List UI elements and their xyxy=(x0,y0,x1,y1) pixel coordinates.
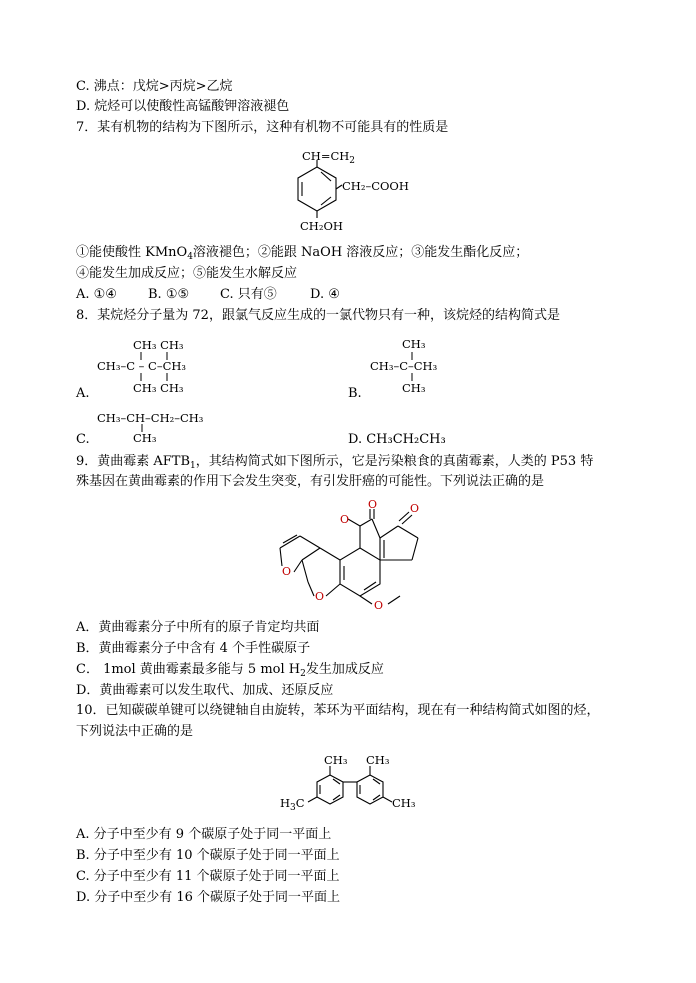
q9-option-a: A．黄曲霉素分子中所有的原子肯定均共面 xyxy=(76,620,320,635)
svg-text:O: O xyxy=(374,599,384,612)
q9-option-d: D．黄曲霉素可以发生取代、加成、还原反应 xyxy=(76,683,334,698)
q10-option-a: A. 分子中至少有 9 个碳原子处于同一平面上 xyxy=(76,827,332,842)
svg-text:O: O xyxy=(282,565,292,578)
q8-d-option: D. CH₃CH₂CH₃ xyxy=(348,432,446,447)
svg-text:O: O xyxy=(368,498,378,511)
q8-stem: 8．某烷烃分子量为 72，跟氯气反应生成的一氯代物只有一种，该烷烃的结构简式是 xyxy=(76,308,560,323)
q9-stem-line1: 9．黄曲霉素 $AFTB_1$，其结构简式如下图所示，它是污染粮食的真菌霉素，人类的 P53 特 xyxy=(76,454,594,471)
q7-properties-line2: ④能发生加成反应；⑤能发生水解反应 xyxy=(76,266,298,281)
q8-c-main: CH₃–CH–CH₂–CH₃ xyxy=(97,411,204,425)
q7-ch2oh-label: CH₂OH xyxy=(300,219,343,233)
q7-option-c: C. 只有⑤ xyxy=(220,287,277,302)
q7-ch2cooh-label: CH₂–COOH xyxy=(342,179,409,193)
q8-a-letter: A. xyxy=(76,386,90,401)
q8-b-mid: CH₃–C–CH₃ xyxy=(370,359,438,373)
q10-ch3-top-right: CH₃ xyxy=(366,753,390,767)
q8-c-sub: CH₃ xyxy=(133,431,157,445)
q7-option-b: B. ①⑤ xyxy=(148,287,190,302)
prev-option-d: D. 烷烃可以使酸性高锰酸钾溶液褪色 xyxy=(76,99,290,114)
q10-ch3-top-left: CH₃ xyxy=(324,753,348,767)
q7-stem: 7．某有机物的结构为下图所示，这种有机物不可能具有的性质是 xyxy=(76,120,449,135)
q7-option-d: D. ④ xyxy=(310,287,340,302)
q8-b-top: CH₃ xyxy=(402,337,426,351)
q7-option-a: A. ①④ xyxy=(76,287,117,302)
q10-option-c: C. 分子中至少有 11 个碳原子处于同一平面上 xyxy=(76,869,340,884)
q9-aflatoxin-structure xyxy=(255,495,430,615)
q10-stem-line2: 下列说法中正确的是 xyxy=(76,724,194,739)
svg-text:O: O xyxy=(315,590,325,603)
q7-properties-line1: ①能使酸性 KMnO$_4$溶液褪色；②能跟 NaOH 溶液反应；③能发生酯化反应； xyxy=(76,245,529,262)
q10-stem-line1: 10．已知碳碳单键可以绕键轴自由旋转，苯环为平面结构，现在有一种结构简式如图的烃， xyxy=(76,703,600,718)
q8-b-letter: B. xyxy=(348,386,362,401)
q10-h3c-left: $H_3C$ xyxy=(280,796,305,813)
q8-a-bot: CH₃ CH₃ xyxy=(133,381,184,395)
q9-option-b: B．黄曲霉素分子中含有 4 个手性碳原子 xyxy=(76,641,311,656)
q8-a-mid: CH₃–C – C–CH₃ xyxy=(97,359,187,373)
q8-b-bonds xyxy=(405,350,425,382)
q10-option-d: D. 分子中至少有 16 个碳原子处于同一平面上 xyxy=(76,890,341,905)
q10-ch3-right: CH₃ xyxy=(392,796,416,810)
q8-a-bonds xyxy=(135,350,175,382)
q7-vinyl-label: $CH=CH_2$ xyxy=(302,149,356,166)
svg-text:O: O xyxy=(340,513,350,526)
svg-text:O: O xyxy=(410,502,420,515)
q8-c-letter: C. xyxy=(76,432,90,447)
q9-option-c: C． 1mol 黄曲霉素最多能与 5 mol $H_2$发生加成反应 xyxy=(76,662,384,679)
q9-stem-line2: 殊基因在黄曲霉素的作用下会发生突变，有引发肝癌的可能性。下列说法正确的是 xyxy=(76,474,545,489)
q10-option-b: B. 分子中至少有 10 个碳原子处于同一平面上 xyxy=(76,848,340,863)
q8-b-bot: CH₃ xyxy=(402,381,426,395)
prev-option-c: C. 沸点：戊烷>丙烷>乙烷 xyxy=(76,79,233,94)
q8-a-top: CH₃ CH₃ xyxy=(133,338,184,352)
q8-c-bond xyxy=(135,423,151,435)
